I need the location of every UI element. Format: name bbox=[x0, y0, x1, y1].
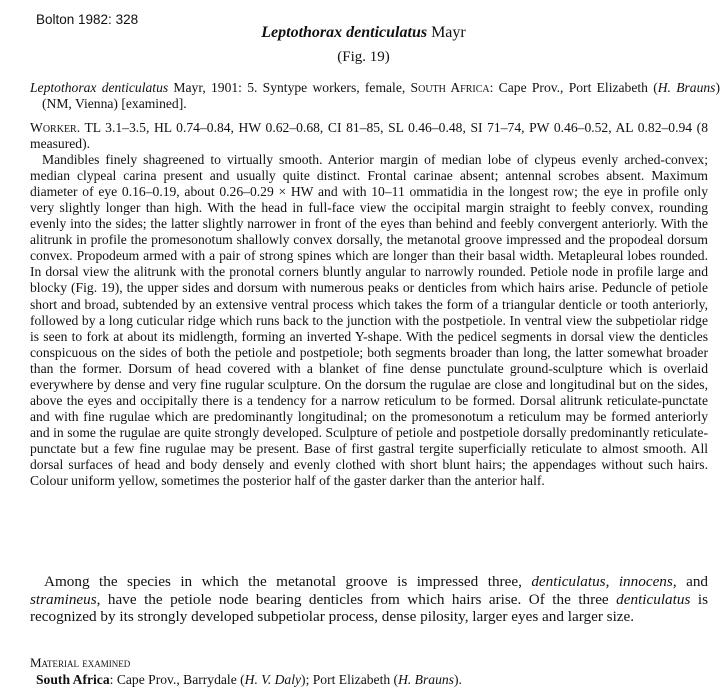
material-heading: Material examined bbox=[30, 655, 131, 670]
material-text-3: ). bbox=[453, 672, 462, 687]
synonymy-locality: South Africa bbox=[410, 80, 490, 95]
worker-description-text: Mandibles finely shagreened to virtually smooth. Anterior margin of median lobe of clypeus evenly arched-convex; median clypeal carina present and usually quite distinct. Frontal carinae absent; antennal scrobes absent. Maximum diameter of eye 0.16–0.19, about 0.26–0.29 × HW and with 10–11 ommatidia in the longest row; the eye in profile only very slightly longer than high. With the head in full-face view the occipital margin straight to feebly convex, rounding evenly into the sides; the latter slightly narrower in front of the eyes than behind and feebly convergent anteriorly. With the alitrunk in profile the promesonotum shallowly convex dorsally, the metanotal groove impressed and the propodeal dorsum convex. Propodeum armed with a pair of strong spines which are longer than their basal width. Metapleural lobes rounded. In dorsal view the alitrunk with the pronotal corners bluntly angular to narrowly rounded. Petiole node in profile large and blocky (Fig. 19), the upper sides and dorsum with numerous peaks or denticles from which hairs arise. Peduncle of petiole short and broad, subtended by an extensive ventral process which takes the form of a triangular denticle or tooth anteriorly, followed by a long cuticular ridge which runs back to the junction with the postpetiole. In ventral view the subpetiolar ridge is seen to fork at about its midlength, forming an inverted Y-shape. With the pedicel segments in dorsal view the denticles conspicuous on the sides of both the petiole and postpetiole; both segments broader than long, the latter somewhat broader than the former. Dorsum of head covered with a blanket of fine dense punctulate ground-sculpture which is overlaid everywhere by dense and very fine rugular sculpture. On the dorsum the rugulae are close and longitudinal but on the sides, above the eyes and occipitally there is a tendency for a narrow reticulum to be formed. Dorsal alitrunk reticulate-punctate and with fine rugulae which are predominantly longitudinal; on the promesonotum a reticulum may be formed anteriorly and in some the rugulae are quite strongly developed. Sculpture of petiole and postpetiole dorsally predominantly reticulate-punctate but a few fine rugulae may be present. Base of first gastral tergite superficially reticulate to almost smooth. All dorsal surfaces of head and body densely and evenly clothed with short blunt hairs; the appendages without such hairs. Colour uniform yellow, sometimes the posterior half of the gaster darker than the anterior half. bbox=[30, 152, 708, 489]
discussion-species-4: denticulatus bbox=[616, 590, 691, 608]
discussion-text-3: , and bbox=[672, 573, 709, 590]
species-title bbox=[0, 24, 727, 42]
worker-measurements-paragraph bbox=[30, 120, 708, 152]
material-collector-1: H. V. Daly bbox=[244, 672, 302, 687]
citation: Bolton 1982: 328 bbox=[36, 12, 139, 27]
figure-reference: (Fig. 19) bbox=[337, 49, 390, 65]
material-text-2: ); Port Elizabeth ( bbox=[301, 672, 399, 687]
worker-measurements: TL 3.1–3.5, HL 0.74–0.84, HW 0.62–0.68, CI 81–85, SL 0.46–0.48, SI 71–74, PW 0.46–0.52, AL 0.82–0.94 (8 measured). bbox=[30, 120, 708, 152]
material-examined bbox=[36, 672, 462, 688]
synonymy-paragraph bbox=[30, 80, 720, 112]
synonymy-text-1: Mayr, 1901: 5. Syntype workers, female, bbox=[168, 80, 411, 95]
species-author: Mayr bbox=[431, 24, 466, 41]
worker-description bbox=[30, 120, 708, 489]
synonymy-text-3: ) (NM, Vienna) [examined]. bbox=[42, 80, 721, 112]
material-country: South Africa bbox=[36, 672, 110, 687]
discussion-text-1: Among the species in which the metanotal groove is impressed three, bbox=[44, 573, 532, 590]
worker-heading: Worker. bbox=[30, 120, 81, 135]
material-text-1: : Cape Prov., Barrydale ( bbox=[109, 672, 245, 687]
discussion-text-5: is recognized by its strongly developed subpetiolar process, dense pilosity, larger eyes and larger size. bbox=[30, 590, 708, 626]
discussion-text-2: , bbox=[605, 573, 619, 590]
discussion-species-1: denticulatus bbox=[531, 573, 606, 590]
synonymy-collector: H. Brauns bbox=[657, 80, 716, 95]
synonymy-text-2: : Cape Prov., Port Elizabeth ( bbox=[489, 80, 658, 95]
discussion-species-3: stramineus bbox=[30, 590, 97, 608]
discussion-text-4: , have the petiole node bearing denticles from which hairs arise. Of the three bbox=[96, 590, 617, 608]
discussion-paragraph bbox=[30, 573, 708, 626]
discussion-species-2: innocens bbox=[618, 573, 673, 590]
species-name: Leptothorax denticulatus bbox=[261, 24, 428, 41]
synonymy-species: Leptothorax denticulatus bbox=[30, 80, 169, 95]
material-collector-2: H. Brauns bbox=[398, 672, 454, 687]
